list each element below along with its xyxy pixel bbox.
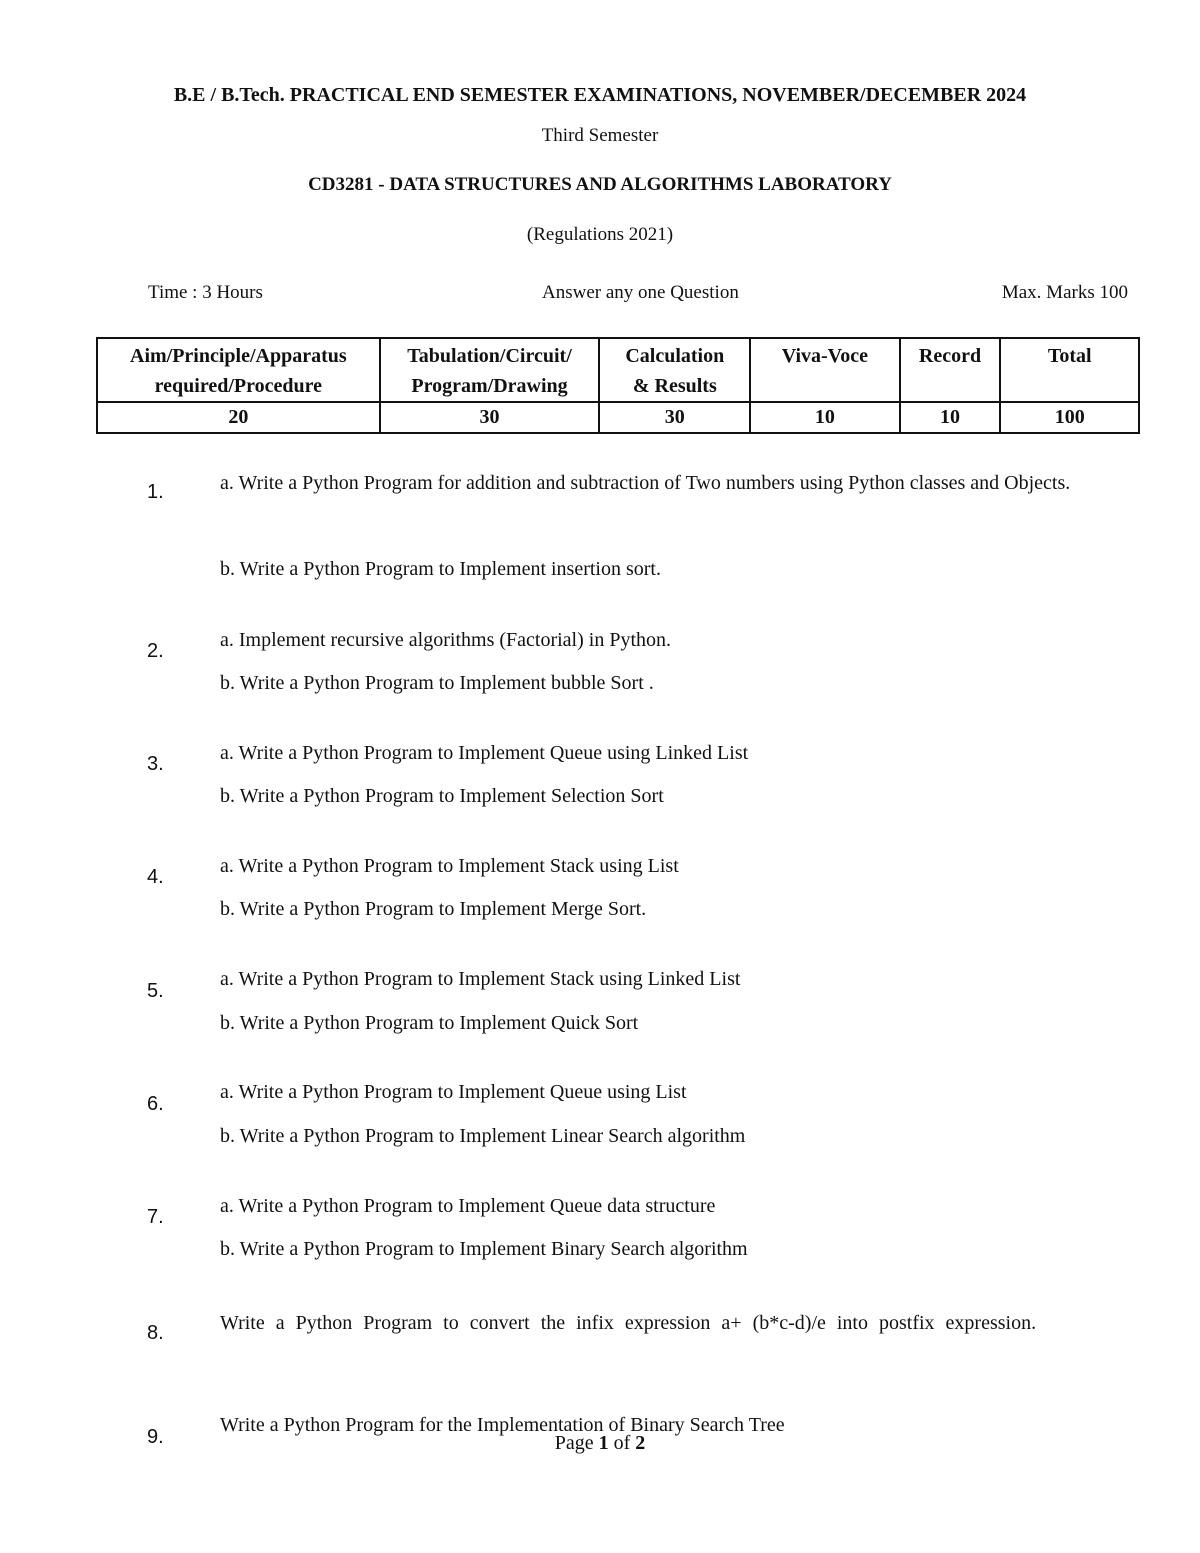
question-part: a. Write a Python Program for addition and subtraction of Two numbers using Python classes and Objects. <box>220 472 1071 494</box>
header-cell-viva: Viva-Voce <box>750 338 899 402</box>
question-number: 4. <box>147 866 164 888</box>
question-number: 6. <box>147 1093 164 1115</box>
value-cell-total: 100 <box>1000 402 1139 433</box>
footer-current-page: 1 <box>598 1432 609 1454</box>
question-part: Write a Python Program for the Implementation of Binary Search Tree <box>220 1414 785 1436</box>
marks-header-row <box>97 338 1139 402</box>
question-part: a. Write a Python Program to Implement Queue using List <box>220 1081 687 1103</box>
value-cell-calculation: 30 <box>599 402 750 433</box>
question-number: 1. <box>147 481 164 503</box>
course-title: CD3281 - DATA STRUCTURES AND ALGORITHMS LABORATORY <box>308 174 892 195</box>
regulations-label: (Regulations 2021) <box>526 224 674 245</box>
question-number: 8. <box>147 1322 164 1344</box>
exam-title: B.E / B.Tech. PRACTICAL END SEMESTER EXAMINATIONS, NOVEMBER/DECEMBER 2024 <box>173 84 1027 106</box>
value-cell-tabulation: 30 <box>380 402 600 433</box>
marks-value-row <box>97 402 1139 433</box>
question-number: 9. <box>147 1426 164 1448</box>
footer-prefix: Page <box>554 1432 599 1454</box>
question-part: a. Write a Python Program to Implement Queue data structure <box>220 1195 716 1217</box>
footer-total-pages: 2 <box>635 1432 646 1454</box>
page-footer <box>0 1432 1200 1455</box>
max-marks-label: Max. Marks 100 <box>1001 282 1128 303</box>
value-cell-record: 10 <box>900 402 1001 433</box>
marks-table <box>96 337 1140 434</box>
header-cell-aim: Aim/Principle/Apparatus required/Procedure <box>97 338 380 402</box>
value-cell-aim: 20 <box>97 402 380 433</box>
question-part: a. Write a Python Program to Implement Stack using Linked List <box>220 968 741 990</box>
header-cell-total: Total <box>1000 338 1139 402</box>
question-number: 2. <box>147 640 164 662</box>
question-part: b. Write a Python Program to Implement Selection Sort <box>220 785 664 807</box>
footer-middle: of <box>608 1432 636 1454</box>
value-cell-viva: 10 <box>750 402 899 433</box>
question-part: b. Write a Python Program to Implement Linear Search algorithm <box>220 1125 746 1147</box>
time-label: Time : 3 Hours <box>148 282 263 303</box>
question-part: b. Write a Python Program to Implement Binary Search algorithm <box>220 1238 748 1260</box>
question-part: b. Write a Python Program to Implement Quick Sort <box>220 1012 639 1034</box>
header-cell-calculation: Calculation & Results <box>599 338 750 402</box>
question-number: 3. <box>147 753 164 775</box>
question-part: b. Write a Python Program to Implement insertion sort. <box>220 558 661 580</box>
question-part: a. Write a Python Program to Implement Queue using Linked List <box>220 742 749 764</box>
header-cell-tabulation: Tabulation/Circuit/ Program/Drawing <box>380 338 600 402</box>
question-part: Write a Python Program to convert the infix expression a+ (b*c-d)/e into postfix expression. <box>220 1312 1037 1334</box>
question-number: 5. <box>147 980 164 1002</box>
header-cell-record: Record <box>900 338 1001 402</box>
question-part: a. Write a Python Program to Implement Stack using List <box>220 855 679 877</box>
question-number: 7. <box>147 1206 164 1228</box>
instruction-label: Answer any one Question <box>542 282 739 303</box>
question-part: b. Write a Python Program to Implement bubble Sort . <box>220 672 654 694</box>
question-part: b. Write a Python Program to Implement Merge Sort. <box>220 898 647 920</box>
question-part: a. Implement recursive algorithms (Factorial) in Python. <box>220 629 671 651</box>
semester-label: Third Semester <box>541 125 659 146</box>
